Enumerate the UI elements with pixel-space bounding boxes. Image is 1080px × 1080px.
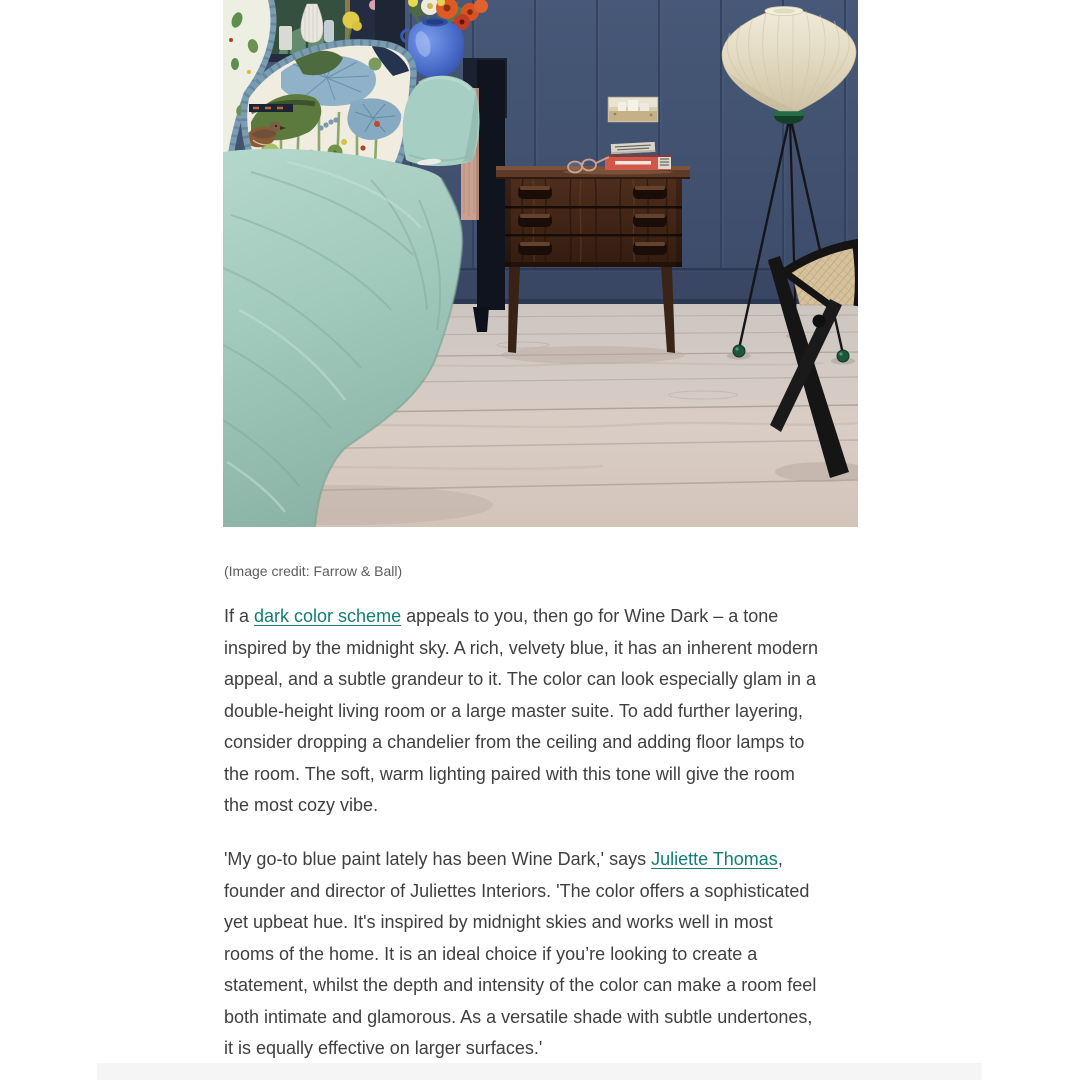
juliette-thomas-link[interactable]: Juliette Thomas <box>651 849 778 869</box>
text-line: the room. The soft, warm lighting paired with this tone will give the room <box>224 763 795 784</box>
text-line: both intimate and glamorous. As a versatile shade with subtle undertones, <box>224 1006 813 1027</box>
wall-postcard <box>608 97 658 122</box>
text-line <box>224 844 816 876</box>
text-line: appeal, and a subtle grandeur to it. The color can look especially glam in a <box>224 669 817 689</box>
image-credit: (Image credit: Farrow & Ball) <box>224 563 403 579</box>
text-line: double-height living room or a large master suite. To add further layering, <box>224 700 803 721</box>
text-segment: 'My go-to blue paint lately has been Wine Dark,' says <box>224 849 652 869</box>
next-section-edge <box>97 1063 982 1080</box>
text-segment: , <box>777 849 783 869</box>
dark-color-scheme-link[interactable]: dark color scheme <box>254 606 402 626</box>
paragraph-1 <box>224 601 818 822</box>
bedroom-photo-illustration <box>223 0 858 527</box>
text-line: rooms of the home. It is an ideal choice if you’re looking to create a <box>224 943 758 964</box>
text-line <box>224 601 818 633</box>
text-line: statement, whilst the depth and intensity of the color can make a room feel <box>224 975 817 995</box>
text-line: yet upbeat hue. It's inspired by midnight skies and works well in most <box>224 912 773 932</box>
text-line: it is equally effective on larger surfaces.' <box>224 1038 543 1058</box>
text-segment: appeals to you, then go for Wine Dark – a tone <box>401 606 779 626</box>
teal-pillow <box>403 76 480 166</box>
text-line: inspired by the midnight sky. A rich, velvety blue, it has an inherent modern <box>224 637 818 658</box>
text-line: the most cozy vibe. <box>224 795 379 815</box>
text-line: consider dropping a chandelier from the ceiling and adding floor lamps to <box>224 732 805 752</box>
paragraph-2 <box>224 844 816 1065</box>
bedroom-photo <box>223 0 858 527</box>
text-line: founder and director of Juliettes Interiors. 'The color offers a sophisticated <box>224 880 810 901</box>
text-segment: If a <box>224 606 255 626</box>
